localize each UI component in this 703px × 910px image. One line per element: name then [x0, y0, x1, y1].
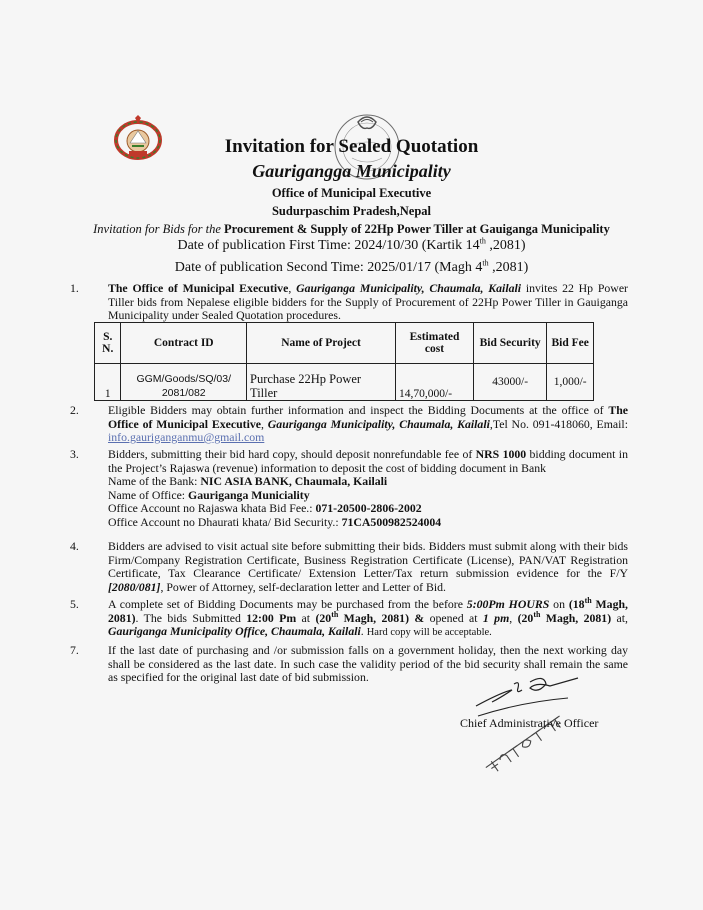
submission-time: 12:00 Pm [246, 610, 297, 625]
office-ref: The Office of Municipal Executive [108, 403, 628, 431]
submission-date-sup: th [331, 609, 339, 619]
clause-body: Bidders, submitting their bid hard copy, should deposit nonrefundable fee of [108, 447, 476, 461]
ifb-subject: Procurement & Supply of 22Hp Power Tiller at Gauiganga Municipality [224, 222, 610, 236]
email-link[interactable]: info.gauriganganmu@gmail.com [108, 430, 265, 444]
clause-text [108, 598, 628, 640]
clause-body: invites 22 Hp Power Tiller bids from Nepalese eligible bidders for the Supply of Procurement of 22Hp Power Tiller in Gauiganga Municipality under Sealed Quotation procedures. [108, 281, 628, 322]
hardcopy-note: Hard copy will be acceptable. [366, 627, 492, 638]
opening-date: (20 [517, 610, 534, 625]
signatory-title: Chief Administrative Officer [460, 716, 599, 730]
connector-7: . [360, 624, 367, 638]
purchase-date-sup: th [584, 596, 592, 606]
bid-table [94, 322, 594, 401]
clause-number: 5. [70, 597, 79, 611]
bank-value: NIC ASIA BANK, Chaumala, Kailali [200, 474, 388, 488]
province-name: Sudurpaschim Pradesh,Nepal [271, 204, 432, 218]
cell-cost: 14,70,000/- [396, 364, 474, 401]
opening-date-end: Magh, 2081) [540, 610, 612, 625]
header-security: Bid Security [473, 323, 546, 364]
bank-label: Name of the Bank: [108, 474, 201, 488]
purchase-date-end: Magh, 2081) [108, 597, 628, 625]
connector-2: . The bids Submitted [135, 610, 247, 625]
dhaurati-account: 71CA500982524004 [341, 514, 442, 529]
pub-first-suffix: ,2081) [485, 238, 526, 253]
connector-1: on [549, 597, 569, 611]
publication-second-date [0, 260, 703, 276]
cell-fee: 1,000/- [547, 364, 594, 401]
pub-second-sup: th [482, 258, 489, 268]
connector-3: at [296, 610, 316, 625]
header-contract-id: Contract ID [121, 323, 247, 364]
cell-project [247, 364, 396, 401]
clause-text: If the last date of purchasing and /or submission falls on a government holiday, then the next working day shall be considered as the last date. In such case the validity period of the bid security shall remain the same as specified for the original last date of bid submission. [108, 643, 628, 684]
cell-sn: 1 [95, 364, 121, 401]
ifb-line [0, 222, 703, 237]
opening-time: 1 pm [482, 610, 510, 625]
separator: , [261, 416, 268, 431]
clause-number: 1. [70, 281, 79, 295]
dhaurati-label: Office Account no Dhaurati khata/ Bid Security.: [108, 514, 342, 529]
header-sn: S. N. [95, 323, 121, 364]
connector-5: , [509, 610, 518, 625]
clause-body: Bidders are advised to visit actual site before submitting their bids. Bidders must submit along with their bids Firm/Company Registration Certificate, Business Registration Certificate (License), PAN/VAT Registration Certificate, Tax Clearance Certificate/ Extension Letter/Tax return submission evidence for the F/Y [108, 539, 628, 580]
clause-body: Eligible Bidders may obtain further information and inspect the Bidding Documents at the office of [108, 403, 609, 417]
rajaswa-account: 071-20500-2806-2002 [315, 501, 422, 515]
pub-first-sup: th [479, 236, 486, 246]
fiscal-year: [2080/081] [108, 579, 161, 594]
pub-second-text: Date of publication Second Time: 2025/01/17 (Magh 4 [174, 260, 483, 275]
opening-date-sup: th [533, 609, 541, 619]
ifb-prefix: Invitation for Bids for the [93, 222, 225, 236]
clause-number: 2. [70, 403, 79, 417]
connector-4: opened at [424, 610, 483, 625]
clause-text [108, 448, 628, 529]
clause-number: 3. [70, 447, 79, 461]
contract-id-line1: GGM/Goods/SQ/03/ [136, 373, 232, 385]
purchase-date: (18 [568, 597, 585, 611]
project-line2: Tiller [250, 386, 278, 400]
cell-contract-id [121, 364, 247, 401]
office-name: Office of Municipal Executive [271, 186, 432, 200]
cell-security: 43000/- [473, 364, 546, 401]
fee-amount: NRS 1000 [475, 447, 527, 461]
municipality-ref: Gauriganga Municipality, Chaumala, Kailali [296, 281, 522, 295]
office-value: Gauriganga Municiality [188, 487, 310, 502]
document-title: Invitation for Sealed Quotation [224, 136, 479, 157]
publication-first-date [0, 238, 703, 254]
clause-body-2: , Power of Attorney, self-declaration letter and Letter of Bid. [160, 579, 446, 594]
contract-id-line2: 2081/082 [161, 387, 206, 399]
office-label: Name of Office: [108, 487, 189, 502]
clause-body: A complete set of Bidding Documents may be purchased from the before [108, 597, 467, 611]
header-project: Name of Project [247, 323, 396, 364]
municipality-ref: Gauriganga Municipality, Chaumala, Kailali [267, 416, 490, 431]
contact-text: ,Tel No. 091-418060, Email: [489, 416, 628, 431]
purchase-time: 5:00Pm HOURS [466, 597, 550, 611]
pub-second-suffix: ,2081) [488, 260, 529, 275]
municipality-name: Gaurigangga Municipality [252, 161, 451, 181]
submission-date: (20 [315, 610, 332, 625]
clause-text [108, 282, 628, 323]
header-fee: Bid Fee [547, 323, 594, 364]
header-cost: Estimated cost [396, 323, 474, 364]
table-header-row [95, 323, 594, 364]
clause-text [108, 540, 628, 594]
clause-number: 7. [70, 643, 79, 657]
clause-body-2: bidding document in the Project’s Rajaswa (revenue) information to deposit the cost of bidding document in Bank [108, 447, 628, 475]
office-ref: The Office of Municipal Executive [108, 281, 289, 295]
pub-first-text: Date of publication First Time: 2024/10/30 (Kartik 14 [177, 238, 480, 253]
clause-number: 4. [70, 539, 79, 553]
table-row [95, 364, 594, 401]
project-line1: Purchase 22Hp Power [250, 372, 362, 386]
submission-date-end: Magh, 2081) & [338, 610, 425, 625]
rajaswa-label: Office Account no Rajaswa khata Bid Fee.: [108, 501, 316, 515]
connector-6: at, [611, 610, 628, 625]
clause-text [108, 404, 628, 445]
submission-place: Gauriganga Municipality Office, Chaumala, Kailali [108, 624, 361, 638]
separator: , [288, 281, 297, 295]
